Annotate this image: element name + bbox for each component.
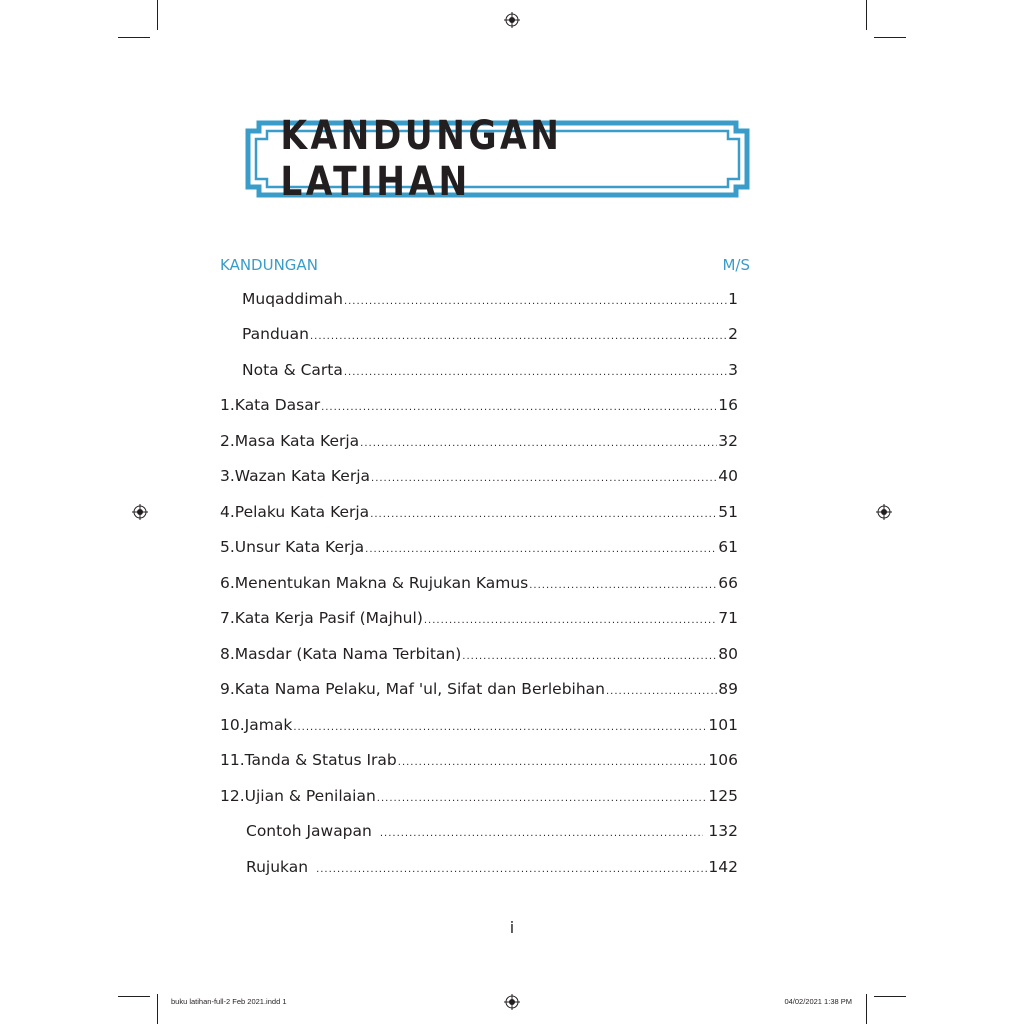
entry-page: 71	[718, 609, 738, 627]
entry-number: 2.	[220, 432, 235, 450]
toc-entry	[220, 467, 738, 493]
dot-leader	[377, 793, 708, 804]
crop-mark	[866, 994, 867, 1024]
registration-mark-icon	[504, 12, 520, 28]
toc-entry	[220, 432, 738, 458]
entry-title: Pelaku Kata Kerja	[234, 503, 370, 521]
entry-title: Jamak	[244, 716, 293, 734]
toc-entry	[242, 290, 738, 316]
entry-number: 11.	[220, 751, 245, 769]
dot-leader	[316, 864, 707, 875]
dot-leader	[398, 757, 708, 768]
toc-entry	[220, 787, 738, 813]
toc-header	[220, 256, 750, 280]
entry-page: 80	[718, 645, 738, 663]
toc-entry	[242, 361, 738, 387]
dot-leader	[380, 828, 704, 839]
entry-page: 142	[708, 858, 738, 876]
entry-page: 3	[728, 361, 738, 379]
toc-entry	[220, 680, 738, 706]
entry-page: 1	[728, 290, 738, 308]
crop-mark	[118, 37, 150, 38]
entry-title: Unsur Kata Kerja	[234, 538, 365, 556]
crop-mark	[157, 994, 158, 1024]
dot-leader	[424, 615, 717, 626]
dot-leader	[344, 296, 727, 307]
toc-entry	[220, 609, 738, 635]
entry-page: 2	[728, 325, 738, 343]
entry-title: Ujian & Penilaian	[244, 787, 376, 805]
entry-number: 4.	[220, 503, 235, 521]
registration-mark-icon	[876, 504, 892, 520]
toc-entry	[220, 645, 738, 671]
entry-title: Muqaddimah	[242, 290, 343, 308]
entry-number: 1.	[220, 396, 235, 414]
dot-leader	[344, 367, 727, 378]
registration-mark-icon	[132, 504, 148, 520]
entry-page: 32	[718, 432, 738, 450]
dot-leader	[310, 331, 727, 342]
entry-title: Kata Nama Pelaku, Maf 'ul, Sifat dan Berlebihan	[234, 680, 605, 698]
dot-leader	[360, 438, 717, 449]
entry-page: 40	[718, 467, 738, 485]
entry-number: 10.	[220, 716, 245, 734]
crop-mark	[874, 996, 906, 997]
toc-entry	[220, 538, 738, 564]
entry-number: 3.	[220, 467, 235, 485]
dot-leader	[293, 722, 707, 733]
slug-file-name: buku latihan-full-2 Feb 2021.indd 1	[171, 997, 287, 1006]
slug-timestamp: 04/02/2021 1:38 PM	[784, 997, 852, 1006]
entry-title: Nota & Carta	[242, 361, 343, 379]
toc-entry	[220, 396, 738, 422]
entry-title: Wazan Kata Kerja	[234, 467, 371, 485]
page-number: i	[509, 918, 515, 937]
crop-mark	[118, 996, 150, 997]
contents-heading: KANDUNGAN	[220, 256, 318, 274]
dot-leader	[321, 402, 717, 413]
entry-page: 132	[708, 822, 738, 840]
entry-page: 61	[718, 538, 738, 556]
entry-page: 101	[708, 716, 738, 734]
entry-page: 16	[718, 396, 738, 414]
entry-title: Tanda & Status Irab	[244, 751, 397, 769]
entry-title: Masa Kata Kerja	[234, 432, 360, 450]
entry-title: Panduan	[242, 325, 309, 343]
crop-mark	[157, 0, 158, 30]
entry-number: 7.	[220, 609, 235, 627]
dot-leader	[462, 651, 717, 662]
page-title: KANDUNGAN LATIHAN	[280, 113, 563, 205]
entry-title: Masdar (Kata Nama Terbitan)	[234, 645, 462, 663]
entry-number: 9.	[220, 680, 235, 698]
entry-number: 6.	[220, 574, 235, 592]
toc-entry	[220, 751, 738, 777]
crop-mark	[866, 0, 867, 30]
dot-leader	[370, 509, 717, 520]
entry-number: 12.	[220, 787, 245, 805]
entry-number: 8.	[220, 645, 235, 663]
entry-title: Menentukan Makna & Rujukan Kamus	[234, 574, 529, 592]
toc-entry	[220, 503, 738, 529]
toc-entry	[220, 716, 738, 742]
dot-leader	[529, 580, 717, 591]
dot-leader	[371, 473, 717, 484]
entry-page: 66	[718, 574, 738, 592]
dot-leader	[365, 544, 717, 555]
entry-number: 5.	[220, 538, 235, 556]
dot-leader	[606, 686, 717, 697]
entry-title: Contoh Jawapan	[246, 822, 372, 840]
toc-entry	[246, 822, 738, 848]
entry-page: 89	[718, 680, 738, 698]
toc-entry	[220, 574, 738, 600]
toc-entry	[242, 325, 738, 351]
crop-mark	[874, 37, 906, 38]
page-column-heading: M/S	[722, 256, 750, 274]
entry-title: Kata Kerja Pasif (Majhul)	[234, 609, 423, 627]
registration-mark-icon	[504, 994, 520, 1010]
entry-page: 106	[708, 751, 738, 769]
toc-entry	[246, 858, 738, 884]
entry-title: Kata Dasar	[234, 396, 321, 414]
entry-page: 51	[718, 503, 738, 521]
entry-page: 125	[708, 787, 738, 805]
entry-title: Rujukan	[246, 858, 309, 876]
